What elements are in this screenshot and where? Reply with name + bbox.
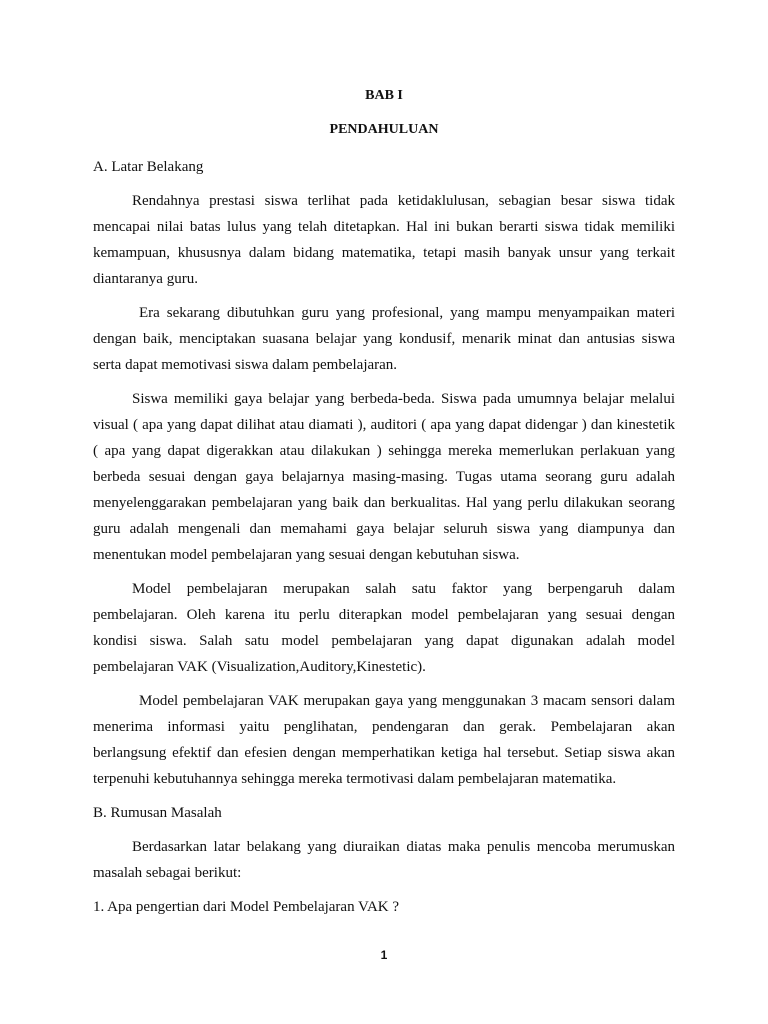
paragraph-line: ( apa yang dapat digerakkan atau dilakukan ) sehingga mereka memerlukan perlakuan yang [93,443,675,459]
paragraph-line: mencapai nilai batas lulus yang telah ditetapkan. Hal ini bukan berarti siswa tidak memiliki [93,219,675,235]
paragraph-line: Model pembelajaran VAK merupakan gaya yang menggunakan 3 macam sensori dalam [139,693,675,709]
paragraph-line: berbeda sesuai dengan gaya belajarnya masing-masing. Tugas utama seorang guru adalah [93,469,675,485]
paragraph-line: Model pembelajaran merupakan salah satu faktor yang berpengaruh dalam [132,581,675,597]
paragraph-line: pembelajaran. Oleh karena itu perlu diterapkan model pembelajaran yang sesuai dengan [93,607,675,623]
paragraph-line: kemampuan, khususnya dalam bidang matematika, tetapi masih banyak unsur yang terkait [93,245,675,261]
paragraph-line: Rendahnya prestasi siswa terlihat pada ketidaklulusan, sebagian besar siswa tidak [132,193,675,209]
paragraph-line: menyelenggarakan pembelajaran yang baik dan berkualitas. Hal yang perlu dilakukan seorang [93,495,675,511]
paragraph-line: guru adalah mengenali dan memahami gaya belajar seluruh siswa yang diampunya dan [93,521,675,537]
paragraph-line: diantaranya guru. [93,271,198,287]
paragraph-line: visual ( apa yang dapat dilihat atau diamati ), auditori ( apa yang dapat didengar ) dan kinestetik [93,417,675,433]
page-number: 1 [380,948,388,962]
chapter-title: PENDAHULUAN [329,122,439,137]
chapter-label: BAB I [365,88,403,103]
paragraph-line: dengan baik, menciptakan suasana belajar yang kondusif, menarik minat dan antusias siswa [93,331,675,347]
paragraph-line: serta dapat memotivasi siswa dalam pembelajaran. [93,357,398,373]
paragraph-line: Siswa memiliki gaya belajar yang berbeda-beda. Siswa pada umumnya belajar melalui [132,391,675,407]
paragraph-line: masalah sebagai berikut: [93,865,242,881]
paragraph-line: Berdasarkan latar belakang yang diuraikan diatas maka penulis mencoba merumuskan [132,839,675,855]
paragraph-line: terpenuhi kebutuhannya sehingga mereka termotivasi dalam pembelajaran matematika. [93,771,617,787]
section-b-heading: B. Rumusan Masalah [93,805,222,821]
paragraph-line: berlangsung efektif dan efesien dengan memperhatikan ketiga hal tersebut. Setiap siswa akan [93,745,675,761]
list-item: 1. Apa pengertian dari Model Pembelajaran VAK ? [93,899,400,915]
paragraph-line: menerima informasi yaitu penglihatan, pendengaran dan gerak. Pembelajaran akan [93,719,675,735]
paragraph-line: pembelajaran VAK (Visualization,Auditory,Kinestetic). [93,659,426,675]
paragraph-line: kondisi siswa. Salah satu model pembelajaran yang dapat digunakan adalah model [93,633,675,649]
section-a-heading: A. Latar Belakang [93,159,204,175]
paragraph-line: menentukan model pembelajaran yang sesuai dengan kebutuhan siswa. [93,547,520,563]
paragraph-line: Era sekarang dibutuhkan guru yang profesional, yang mampu menyampaikan materi [139,305,675,321]
